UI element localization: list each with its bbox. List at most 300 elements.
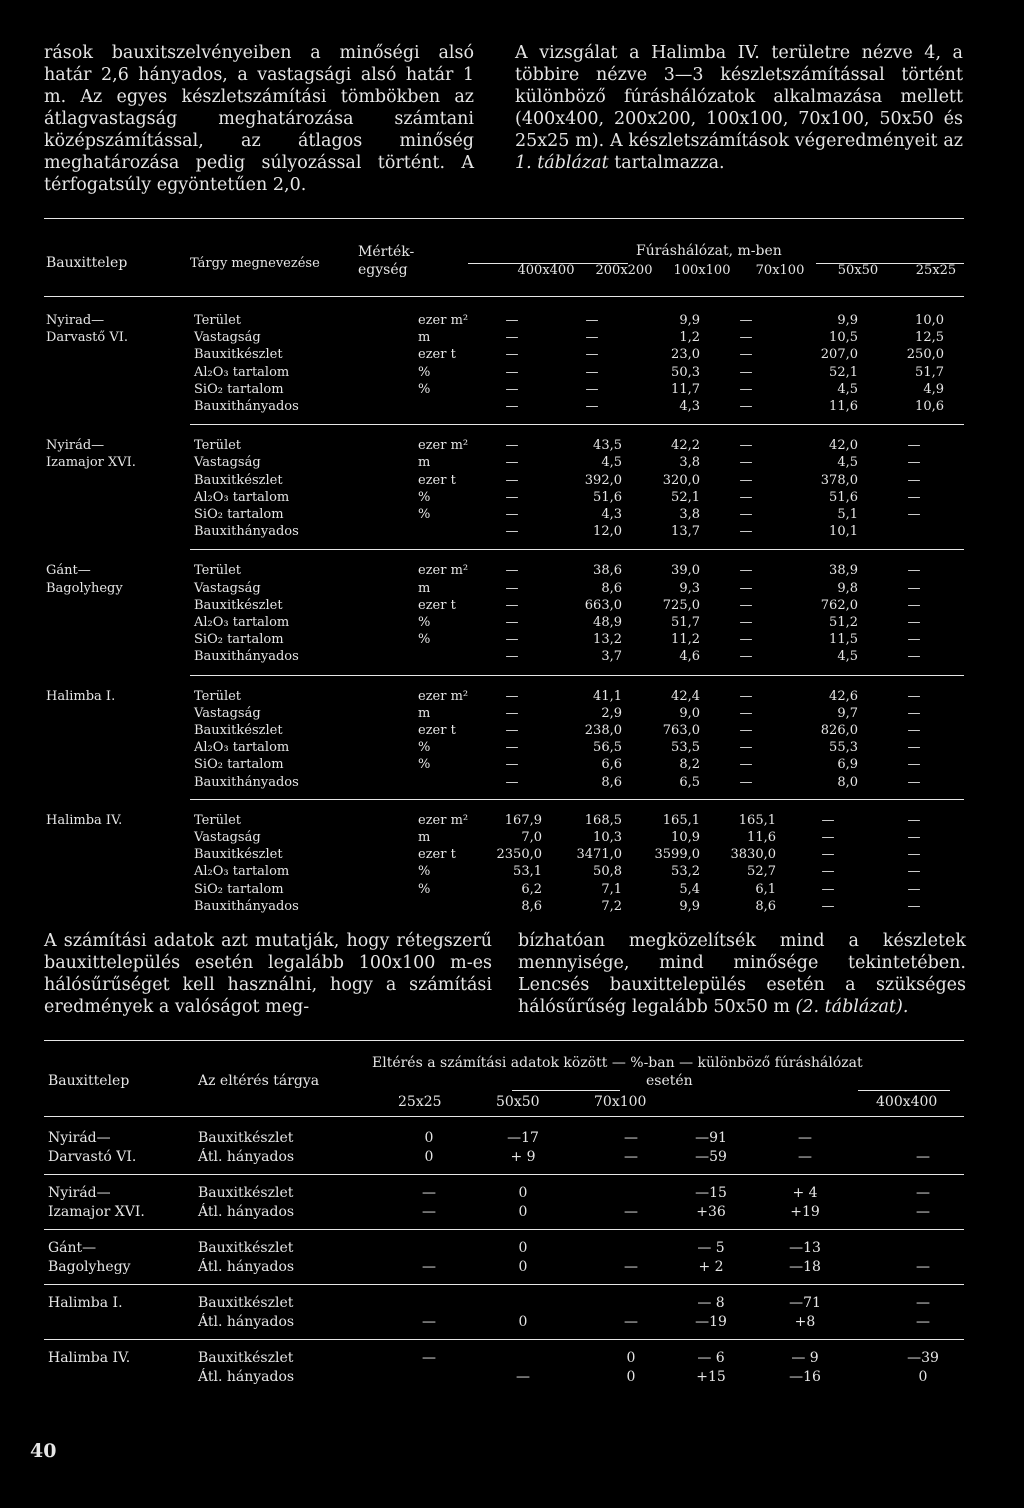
table1-value: — xyxy=(505,399,519,414)
table1-unit: % xyxy=(418,740,431,756)
table1-value: 4,3 xyxy=(601,507,622,522)
table1-value: — xyxy=(907,597,921,613)
table1-value: — xyxy=(585,381,599,397)
table1-value: — xyxy=(505,472,519,488)
paragraph-top-right xyxy=(515,42,963,174)
table1-value: — xyxy=(907,615,921,630)
table1-header-site: Bauxittelep xyxy=(46,255,128,271)
table1-item: Terület xyxy=(194,688,242,704)
table2-group-rule xyxy=(44,1229,964,1230)
table1-value: 56,5 xyxy=(593,740,622,756)
table-reference: 1. táblázat xyxy=(515,153,609,173)
table2-value: +15 xyxy=(696,1368,726,1385)
table1-row xyxy=(0,381,1024,398)
table2-row xyxy=(0,1239,1024,1258)
table1-unit: m xyxy=(418,705,431,721)
table1-unit: % xyxy=(418,864,431,880)
table2-value: —13 xyxy=(789,1240,821,1256)
table1-item: Bauxitkészlet xyxy=(194,723,283,738)
table1-value: 6,1 xyxy=(755,881,776,897)
table1-value: — xyxy=(505,455,519,471)
table1-value: 10,6 xyxy=(915,399,944,414)
table1-value: — xyxy=(907,774,921,790)
table1-value: 12,0 xyxy=(593,524,622,540)
table2-value: + 9 xyxy=(510,1148,536,1165)
table1-value: 8,2 xyxy=(679,757,700,773)
table2-caption-rule-left xyxy=(512,1090,620,1091)
table1-value: — xyxy=(739,649,753,665)
table1-header-unit-1: Mérték- xyxy=(358,244,415,260)
table1-item: SiO₂ tartalom xyxy=(194,881,284,897)
table1-unit: % xyxy=(418,632,431,648)
table1-value: — xyxy=(505,580,519,596)
table1-value: 50,8 xyxy=(593,864,622,880)
table1-value: 53,1 xyxy=(513,864,542,880)
table2-site-label: Bagolyhegy xyxy=(48,1258,131,1275)
table2-item: Átl. hányados xyxy=(198,1203,295,1220)
table1-value: 4,5 xyxy=(837,381,858,397)
table1-value: — xyxy=(505,313,519,328)
table1-value: — xyxy=(505,438,519,454)
table1-value: 13,2 xyxy=(593,632,622,648)
table1-item: Al₂O₃ tartalom xyxy=(194,615,290,630)
table1-value: 42,6 xyxy=(829,688,858,704)
table1-value: — xyxy=(821,847,835,863)
mid-right-text: bízhatóan megközelítsék mind a készletek mennyisége, mind minősége tekintetében. Lencsés bauxittelepülés esetén a szükséges hálósűrűség legalább 50x50 m xyxy=(518,931,966,1017)
table1-value: — xyxy=(739,705,753,721)
table2-value: — xyxy=(422,1350,436,1366)
table1-value: 42,2 xyxy=(671,438,700,454)
table1-value: 2350,0 xyxy=(496,847,542,863)
table1-value: — xyxy=(907,898,921,914)
table1-item: Vastagság xyxy=(194,705,261,721)
table2-row xyxy=(0,1184,1024,1203)
table1-unit: ezer t xyxy=(418,847,456,863)
table1-value: 52,7 xyxy=(747,864,776,880)
table1-value: — xyxy=(907,881,921,897)
table2-value: 0 xyxy=(626,1350,636,1366)
table1-value: 9,3 xyxy=(679,580,700,596)
table2-value: — xyxy=(798,1148,812,1165)
table1-value: — xyxy=(739,757,753,773)
table1-value: — xyxy=(505,489,519,505)
table2-value: 0 xyxy=(518,1258,528,1275)
table1-value: — xyxy=(505,507,519,522)
table2-value: 0 xyxy=(518,1240,528,1256)
top-right-text-1: A vizsgálat a Halimba IV. területre nézve 4, a többire nézve 3—3 készletszámítással történt különböző fúráshálózatok alkalmazása mellett (400x400, 200x200, 100x100, 70x100, 50x50 és 25x25 m). A készletszámítások végeredményeit az xyxy=(515,43,963,151)
table1-row xyxy=(0,863,1024,880)
table2-value: +19 xyxy=(790,1203,820,1220)
table1-row xyxy=(0,398,1024,415)
table2-grid-header: 400x400 xyxy=(876,1094,938,1110)
table-reference-2: (2. táblázat). xyxy=(795,997,909,1017)
table1-value: — xyxy=(739,740,753,756)
table1-value: — xyxy=(739,688,753,704)
table1-item: Bauxithányados xyxy=(194,898,299,914)
table2-header-site: Bauxittelep xyxy=(48,1073,130,1089)
table1-value: — xyxy=(739,632,753,648)
table2-grid-header: 50x50 xyxy=(496,1094,540,1110)
table1-value: 7,1 xyxy=(601,881,622,897)
table2-item: Bauxitkészlet xyxy=(198,1185,294,1201)
table2-item: Átl. hányados xyxy=(198,1368,295,1385)
table1-row xyxy=(0,562,1024,579)
table1-value: 50,3 xyxy=(671,364,700,380)
table1-value: 207,0 xyxy=(820,347,858,363)
table2-row xyxy=(0,1368,1024,1387)
table1-value: — xyxy=(739,597,753,613)
table1-unit: % xyxy=(418,507,431,522)
table1-value: — xyxy=(907,740,921,756)
table2-group-rule xyxy=(44,1284,964,1285)
table1-value: 9,7 xyxy=(837,705,858,721)
table2-value: + 2 xyxy=(698,1258,724,1275)
table2-site-label: Halimba I. xyxy=(48,1295,123,1311)
table1-value: 9,9 xyxy=(837,313,858,328)
table1-row xyxy=(0,898,1024,915)
table1-site-label: Izamajor XVI. xyxy=(46,455,136,471)
table2-item: Bauxitkészlet xyxy=(198,1240,294,1256)
table1-item: Bauxitkészlet xyxy=(194,472,283,488)
table1-row xyxy=(0,705,1024,722)
table2-value: —59 xyxy=(695,1148,727,1165)
table1-value: — xyxy=(907,632,921,648)
table1-value: — xyxy=(505,632,519,648)
table1-value: — xyxy=(739,455,753,471)
table1-unit: % xyxy=(418,881,431,897)
table1-value: 663,0 xyxy=(584,597,622,613)
table1-value: — xyxy=(907,580,921,596)
table1-row xyxy=(0,756,1024,773)
table1-row xyxy=(0,506,1024,523)
table2-site-label: Nyirád— xyxy=(48,1185,111,1201)
table1-value: — xyxy=(821,881,835,897)
table1-row xyxy=(0,312,1024,329)
table1-value: — xyxy=(739,615,753,630)
table2-value: —18 xyxy=(789,1258,821,1275)
table2-value: 0 xyxy=(918,1368,928,1385)
table1-row xyxy=(0,346,1024,363)
table2-value: — 5 xyxy=(697,1240,725,1256)
table2-top-rule xyxy=(44,1040,964,1041)
table1-value: — xyxy=(739,364,753,380)
table1-value: 3,8 xyxy=(679,455,700,471)
table1-header-item: Tárgy megnevezése xyxy=(190,256,320,271)
table1-value: — xyxy=(907,472,921,488)
table1-value: 55,3 xyxy=(829,740,858,756)
table1-item: Terület xyxy=(194,812,242,828)
table1-value: 250,0 xyxy=(906,347,944,363)
table1-value: 8,6 xyxy=(755,898,776,914)
table1-unit: ezer m² xyxy=(418,313,469,328)
table1-value: — xyxy=(907,563,921,579)
table1-grid-header: 100x100 xyxy=(673,263,731,278)
table1-value: 48,9 xyxy=(593,615,622,630)
table1-value: 11,6 xyxy=(829,399,858,414)
table1-row xyxy=(0,523,1024,540)
table2-value: — xyxy=(422,1258,436,1275)
top-right-text-2: tartalmazza. xyxy=(608,153,725,173)
table1-value: 10,3 xyxy=(593,830,622,845)
table1-value: 165,1 xyxy=(662,812,700,828)
table1-item: Vastagság xyxy=(194,330,261,346)
table2-value: —39 xyxy=(907,1350,939,1366)
table1-unit: ezer t xyxy=(418,597,456,613)
table1-value: — xyxy=(821,812,835,828)
table1-value: 1,2 xyxy=(679,330,700,346)
table1-value: 38,6 xyxy=(593,563,622,579)
table2-value: — xyxy=(624,1148,638,1165)
table1-value: — xyxy=(739,489,753,505)
table1-value: 8,0 xyxy=(837,774,858,790)
table1-value: — xyxy=(821,830,835,845)
table1-value: 11,2 xyxy=(671,632,700,648)
table2-value: — xyxy=(624,1313,638,1330)
table1-value: 51,2 xyxy=(829,615,858,630)
table2-value: —19 xyxy=(695,1313,727,1330)
table1-group-rule xyxy=(190,799,964,800)
table1-value: 8,6 xyxy=(521,898,542,914)
table2-site-label: Izamajor XVI. xyxy=(48,1203,145,1220)
table1-value: — xyxy=(505,563,519,579)
table1-value: — xyxy=(585,313,599,328)
table1-value: 51,7 xyxy=(915,364,944,380)
table1-value: 725,0 xyxy=(662,597,700,613)
table2-item: Bauxitkészlet xyxy=(198,1295,294,1311)
table1-value: 53,5 xyxy=(671,740,700,756)
table1-value: 42,0 xyxy=(829,438,858,454)
paragraph-mid-left xyxy=(44,930,492,1018)
table1-value: 53,2 xyxy=(671,864,700,880)
table1-value: 3830,0 xyxy=(730,847,776,863)
table1-top-rule xyxy=(44,218,964,219)
table1-value: — xyxy=(739,399,753,414)
table1-value: — xyxy=(821,898,835,914)
table1-item: Bauxithányados xyxy=(194,399,299,414)
table1-value: 23,0 xyxy=(671,347,700,363)
table2-value: — 9 xyxy=(791,1350,819,1366)
table1-item: Vastagság xyxy=(194,455,261,471)
table1-value: — xyxy=(907,649,921,665)
table1-value: — xyxy=(505,723,519,738)
table2-value: — xyxy=(916,1203,930,1220)
table1-item: Terület xyxy=(194,438,242,454)
table1-value: 3,7 xyxy=(601,649,622,665)
table1-unit: m xyxy=(418,580,431,596)
table1-value: — xyxy=(505,757,519,773)
table1-value: 11,7 xyxy=(671,381,700,397)
table1-value: 51,6 xyxy=(593,489,622,505)
table1-value: — xyxy=(585,399,599,414)
table2-item: Bauxitkészlet xyxy=(198,1130,294,1146)
table1-row xyxy=(0,364,1024,381)
table1-value: 10,1 xyxy=(829,524,858,540)
table2-grid-header: 25x25 xyxy=(398,1094,442,1110)
table1-unit: ezer m² xyxy=(418,438,469,454)
table1-value: — xyxy=(907,705,921,721)
table1-grid-header: 25x25 xyxy=(915,263,957,278)
table2-row xyxy=(0,1129,1024,1148)
table1-value: — xyxy=(907,864,921,880)
table1-value: 51,6 xyxy=(829,489,858,505)
table1-unit: ezer m² xyxy=(418,688,469,704)
table1-group-rule xyxy=(190,424,964,425)
table2-value: — xyxy=(516,1368,530,1385)
table1-row xyxy=(0,489,1024,506)
table1-item: Terület xyxy=(194,313,242,328)
table1-row xyxy=(0,722,1024,739)
table1-value: — xyxy=(505,740,519,756)
page-number: 40 xyxy=(30,1440,57,1462)
table2-value: — xyxy=(798,1130,812,1146)
table2-value: — xyxy=(916,1258,930,1275)
table1-item: Terület xyxy=(194,563,242,579)
table2-value: — xyxy=(916,1295,930,1311)
table1-value: 10,0 xyxy=(915,313,944,328)
table1-value: 762,0 xyxy=(820,597,858,613)
table2-site-label: Halimba IV. xyxy=(48,1350,131,1366)
table2-value: 0 xyxy=(626,1368,636,1385)
table1-row xyxy=(0,881,1024,898)
table1-row xyxy=(0,454,1024,471)
table1-value: 5,1 xyxy=(837,507,858,522)
mid-left-text: A számítási adatok azt mutatják, hogy rétegszerű bauxittelepülés esetén legalább 100x100 m-es hálósűrűséget kell használni, hogy a számítási eredmények a valóságot meg- xyxy=(44,931,492,1017)
table1-value: 11,5 xyxy=(829,632,858,648)
table1-value: — xyxy=(585,347,599,363)
table1-value: — xyxy=(907,455,921,471)
table1-value: 42,4 xyxy=(671,688,700,704)
table1-value: — xyxy=(505,649,519,665)
table1-value: 8,6 xyxy=(601,774,622,790)
table2-header-caption-1: Eltérés a számítási adatok között — %-ban — különböző fúráshálózat xyxy=(372,1055,863,1071)
table1-value: — xyxy=(505,347,519,363)
table2-value: — xyxy=(624,1130,638,1146)
table2-value: — xyxy=(916,1313,930,1330)
table1-unit: % xyxy=(418,364,431,380)
table2-group-rule xyxy=(44,1339,964,1340)
table1-unit: m xyxy=(418,330,431,346)
table1-value: — xyxy=(739,507,753,522)
table1-value: — xyxy=(739,313,753,328)
table1-value: 4,9 xyxy=(923,381,944,397)
table1-value: — xyxy=(739,563,753,579)
table2-item: Átl. hányados xyxy=(198,1258,295,1275)
table1-unit: % xyxy=(418,381,431,397)
table1-value: — xyxy=(739,347,753,363)
table2-site-label: Gánt— xyxy=(48,1240,97,1256)
table1-value: 826,0 xyxy=(820,723,858,738)
table1-value: 168,5 xyxy=(584,812,622,828)
table1-site-label: Bagolyhegy xyxy=(46,580,123,596)
table1-row xyxy=(0,472,1024,489)
table1-value: 38,9 xyxy=(829,563,858,579)
table1-value: 51,7 xyxy=(671,615,700,630)
table1-item: Al₂O₃ tartalom xyxy=(194,489,290,505)
table1-row xyxy=(0,648,1024,665)
table1-value: — xyxy=(505,330,519,346)
table2-site-label: Nyirád— xyxy=(48,1130,111,1146)
table1-value: 4,3 xyxy=(679,399,700,414)
table2-grid-header: 70x100 xyxy=(594,1094,647,1110)
table2-value: +8 xyxy=(794,1313,816,1330)
table2-value: —16 xyxy=(789,1368,821,1385)
table1-item: Bauxithányados xyxy=(194,649,299,665)
table1-value: — xyxy=(505,364,519,380)
table1-value: 4,5 xyxy=(837,649,858,665)
table1-value: 3599,0 xyxy=(654,847,700,863)
table1-unit: ezer t xyxy=(418,347,456,363)
table1-row xyxy=(0,812,1024,829)
table1-grid-headers xyxy=(0,262,1024,282)
table2-header-rule xyxy=(44,1116,964,1117)
table2-value: 0 xyxy=(518,1185,528,1201)
table1-value: 4,5 xyxy=(837,455,858,471)
table1-value: 41,1 xyxy=(593,688,622,704)
table1-value: — xyxy=(907,757,921,773)
table1-item: Bauxithányados xyxy=(194,524,299,540)
table1-item: Vastagság xyxy=(194,580,261,596)
table1-unit: m xyxy=(418,455,431,471)
table1-value: — xyxy=(907,507,921,522)
table1-header-unit-2: egység xyxy=(358,262,408,278)
table2-value: — xyxy=(422,1203,436,1220)
table1-value: 4,5 xyxy=(601,455,622,471)
table2-value: — 8 xyxy=(697,1295,725,1311)
table1-site-label: Nyirad— xyxy=(46,313,105,328)
table2-value: + 4 xyxy=(792,1185,818,1201)
table1-value: 11,6 xyxy=(747,830,776,845)
table1-value: — xyxy=(505,597,519,613)
table1-value: 320,0 xyxy=(662,472,700,488)
table1-value: — xyxy=(739,723,753,738)
table1-item: Vastagság xyxy=(194,830,261,845)
table1-item: Al₂O₃ tartalom xyxy=(194,364,290,380)
table1-value: 378,0 xyxy=(820,472,858,488)
table2-header-subject: Az eltérés tárgya xyxy=(198,1073,320,1089)
table1-value: — xyxy=(821,864,835,880)
table1-value: 7,0 xyxy=(521,830,542,845)
table1-site-label: Gánt— xyxy=(46,563,91,579)
table1-item: Al₂O₃ tartalom xyxy=(194,864,290,880)
table1-value: — xyxy=(505,615,519,630)
table2-value: 0 xyxy=(424,1148,434,1165)
table2-value: —91 xyxy=(695,1130,727,1146)
table1-value: 2,9 xyxy=(601,705,622,721)
table1-value: 43,5 xyxy=(593,438,622,454)
table1-item: SiO₂ tartalom xyxy=(194,632,284,648)
table2-value: —71 xyxy=(789,1295,821,1311)
table1-value: 9,0 xyxy=(679,705,700,721)
table1-value: — xyxy=(907,489,921,505)
table1-unit: m xyxy=(418,830,431,845)
table2-row xyxy=(0,1294,1024,1313)
table1-grid-header: 70x100 xyxy=(755,263,805,278)
table1-value: 3,8 xyxy=(679,507,700,522)
table1-value: — xyxy=(907,688,921,704)
table1-item: SiO₂ tartalom xyxy=(194,757,284,773)
table1-value: 12,5 xyxy=(915,330,944,346)
table1-unit: % xyxy=(418,757,431,773)
table1-value: — xyxy=(739,774,753,790)
table2-value: —17 xyxy=(507,1130,539,1146)
table1-value: 6,2 xyxy=(521,881,542,897)
table1-unit: ezer t xyxy=(418,723,456,738)
table1-value: 6,6 xyxy=(601,757,622,773)
table1-grid-header: 400x400 xyxy=(517,263,575,278)
table1-row xyxy=(0,614,1024,631)
table1-value: — xyxy=(907,438,921,454)
table1-value: 4,6 xyxy=(679,649,700,665)
